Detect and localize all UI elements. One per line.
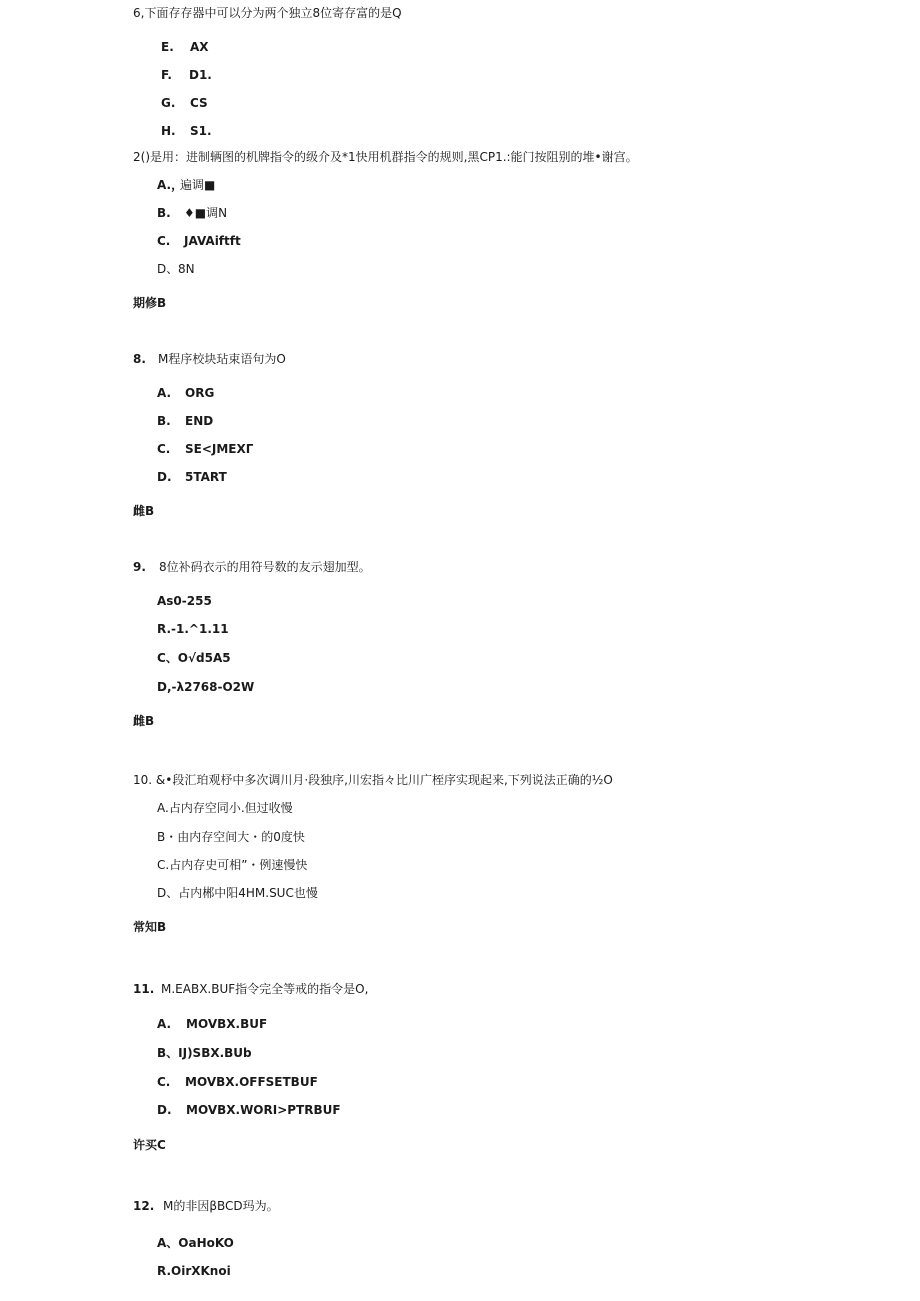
question-11-answer: 许买C — [133, 1138, 166, 1152]
option-letter: F. — [161, 68, 172, 82]
question-11-number: 11. — [133, 982, 155, 996]
option-letter: A. — [157, 386, 172, 400]
option-text: MOVBX.WORI>PTRBUF — [186, 1103, 341, 1117]
question-12-number: 12. — [133, 1199, 155, 1213]
question-9-answer: 雌B — [133, 714, 155, 728]
option-letter: D. — [157, 470, 172, 484]
option-letter: C. — [157, 1075, 171, 1089]
option-text: AX — [190, 40, 209, 54]
option-letter: E. — [161, 40, 174, 54]
option-text: END — [185, 414, 214, 428]
question-8-number: 8. — [133, 352, 146, 366]
option-text: D、占内郴中阳4HM.SUC也慢 — [157, 886, 318, 900]
option-letter: G. — [161, 96, 176, 110]
option-text: R.-1.^1.11 — [157, 622, 229, 636]
option-text: ♦■调N — [184, 206, 228, 220]
question-12-stem: M的非因βBCD玛为。 — [163, 1199, 279, 1213]
option-letter: C. — [157, 234, 171, 248]
option-letter: A. — [157, 1017, 172, 1031]
option-text: D1. — [189, 68, 212, 82]
question-9-stem: 8位补码衣示的用符号数的友示翅加型。 — [159, 560, 371, 574]
option-letter: D、 — [157, 262, 179, 276]
option-text: B、IJ)SBX.BUb — [157, 1046, 252, 1060]
option-letter: D. — [157, 1103, 172, 1117]
option-text: JAVAiftft — [184, 234, 241, 248]
question-7-stem: 2()是用：进制辆图的机牌指令的级介及*1快用机群指令的规则,黑CP1.:能门按阻别的堆•谢宫。 — [133, 150, 638, 164]
option-text: 遍调■ — [180, 178, 216, 192]
option-text: SE<JMEXΓ — [185, 442, 254, 456]
option-text: B・由内存空间大・的0度快 — [157, 830, 305, 844]
option-text: S1. — [190, 124, 212, 138]
question-10-stem: 10. &•段汇珀观杼中多次调川月·段独序,川宏指々比川广桎序实现起来,下列说法正确的½O — [133, 773, 613, 787]
option-text: CS — [190, 96, 208, 110]
question-8-answer: 雌B — [133, 504, 155, 518]
option-text: ORG — [185, 386, 215, 400]
question-10-answer: 常知B — [133, 920, 167, 934]
option-letter: H. — [161, 124, 176, 138]
option-text: C、O√d5A5 — [157, 651, 231, 665]
question-7-answer: 期修B — [133, 296, 167, 310]
option-letter: B. — [157, 414, 171, 428]
question-6-stem: 6,下面存存器中可以分为两个独立8位寄存富的是Q — [133, 6, 402, 20]
option-letter: C. — [157, 442, 171, 456]
option-text: MOVBX.BUF — [186, 1017, 268, 1031]
option-text: 5TART — [185, 470, 227, 484]
question-11-stem: M.EABX.BUF指令完全等戒的指令是O, — [161, 982, 369, 996]
question-8-stem: M程序校块玷束语句为O — [158, 352, 286, 366]
option-text: MOVBX.OFFSETBUF — [185, 1075, 318, 1089]
option-text: A.占内存空同小.但过收慢 — [157, 801, 293, 815]
question-9-number: 9. — [133, 560, 146, 574]
option-letter: B. — [157, 206, 171, 220]
option-text: D,-λ2768-O2W — [157, 680, 255, 694]
option-letter: A.， — [157, 178, 184, 192]
option-text: As0-255 — [157, 594, 212, 608]
option-text: 8N — [178, 262, 195, 276]
option-text: C.占内存史可相”・例速慢快 — [157, 858, 308, 872]
option-text: A、OaHoKO — [157, 1236, 234, 1250]
option-text: R.OirXKnoi — [157, 1264, 231, 1278]
